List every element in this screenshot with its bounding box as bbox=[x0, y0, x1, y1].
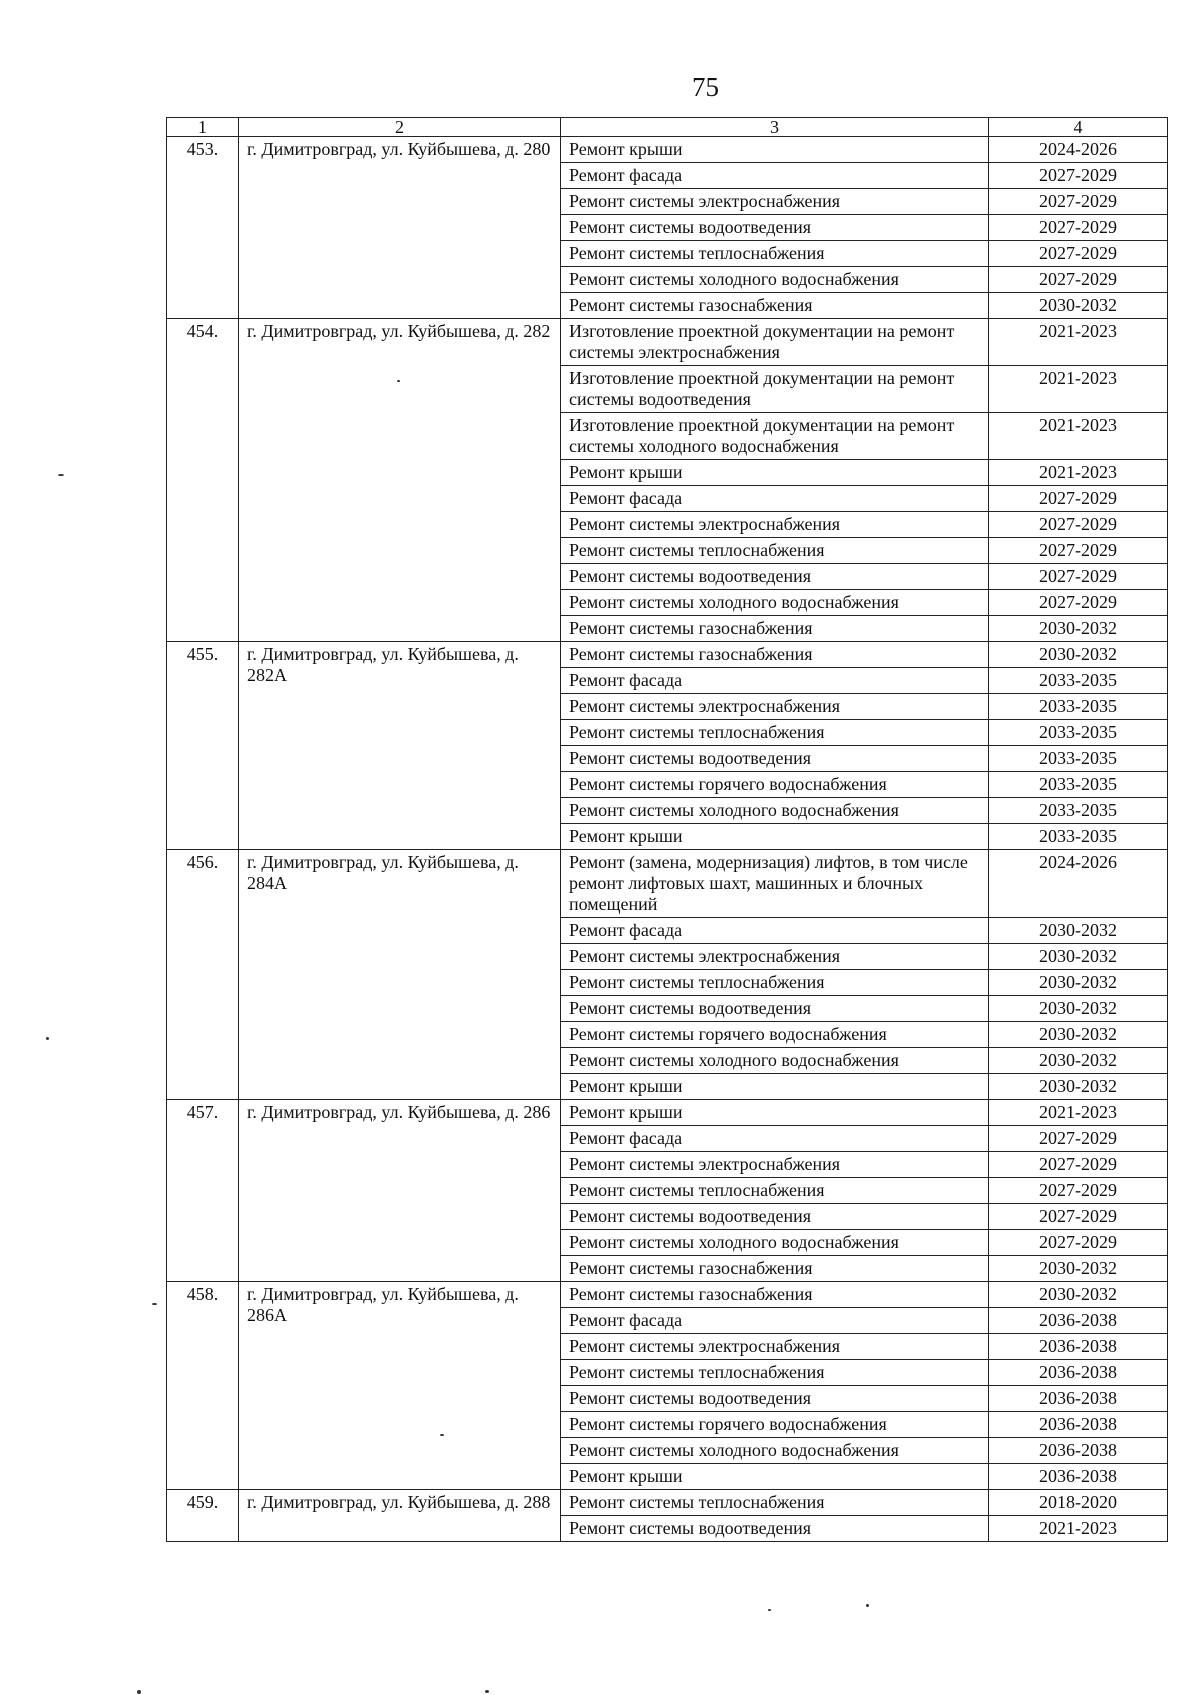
entry-number: 453. bbox=[167, 137, 239, 319]
period-cell: 2036-2038 bbox=[989, 1438, 1168, 1464]
period-cell: 2030-2032 bbox=[989, 918, 1168, 944]
work-type-cell: Ремонт системы электроснабжения bbox=[561, 512, 989, 538]
period-cell: 2024-2026 bbox=[989, 137, 1168, 163]
period-cell: 2033-2035 bbox=[989, 772, 1168, 798]
period-cell: 2036-2038 bbox=[989, 1308, 1168, 1334]
period-cell: 2030-2032 bbox=[989, 616, 1168, 642]
period-cell: 2033-2035 bbox=[989, 668, 1168, 694]
period-cell: 2030-2032 bbox=[989, 1074, 1168, 1100]
scan-speck bbox=[866, 1604, 869, 1607]
entry-number: 458. bbox=[167, 1282, 239, 1490]
work-type-cell: Ремонт фасада bbox=[561, 1308, 989, 1334]
column-number: 1 bbox=[167, 118, 239, 137]
period-cell: 2033-2035 bbox=[989, 824, 1168, 850]
repair-schedule-table bbox=[166, 117, 1168, 1542]
scan-speck bbox=[46, 1037, 49, 1040]
scan-speck bbox=[485, 1690, 489, 1693]
work-type-cell: Изготовление проектной документации на ремонт системы холодного водоснабжения bbox=[561, 413, 989, 460]
work-type-cell: Ремонт крыши bbox=[561, 1100, 989, 1126]
period-cell: 2027-2029 bbox=[989, 1204, 1168, 1230]
period-cell: 2027-2029 bbox=[989, 564, 1168, 590]
work-type-cell: Ремонт крыши bbox=[561, 137, 989, 163]
period-cell: 2033-2035 bbox=[989, 798, 1168, 824]
period-cell: 2027-2029 bbox=[989, 267, 1168, 293]
column-number: 2 bbox=[239, 118, 561, 137]
work-type-cell: Ремонт системы теплоснабжения bbox=[561, 970, 989, 996]
period-cell: 2027-2029 bbox=[989, 538, 1168, 564]
entry-number: 455. bbox=[167, 642, 239, 850]
period-cell: 2027-2029 bbox=[989, 1178, 1168, 1204]
work-type-cell: Ремонт системы водоотведения bbox=[561, 996, 989, 1022]
work-type-cell: Ремонт системы газоснабжения bbox=[561, 293, 989, 319]
table-row bbox=[167, 1490, 1168, 1516]
period-cell: 2030-2032 bbox=[989, 970, 1168, 996]
entry-address: г. Димитровград, ул. Куйбышева, д. 286 bbox=[239, 1100, 561, 1282]
period-cell: 2036-2038 bbox=[989, 1334, 1168, 1360]
work-type-cell: Ремонт системы теплоснабжения bbox=[561, 1178, 989, 1204]
period-cell: 2021-2023 bbox=[989, 413, 1168, 460]
entry-address: г. Димитровград, ул. Куйбышева, д. 284А bbox=[239, 850, 561, 1100]
entry-number: 456. bbox=[167, 850, 239, 1100]
work-type-cell: Ремонт системы водоотведения bbox=[561, 1204, 989, 1230]
page-number: 75 bbox=[692, 72, 719, 102]
period-cell: 2030-2032 bbox=[989, 1256, 1168, 1282]
work-type-cell: Изготовление проектной документации на ремонт системы водоотведения bbox=[561, 366, 989, 413]
work-type-cell: Ремонт системы теплоснабжения bbox=[561, 1490, 989, 1516]
period-cell: 2033-2035 bbox=[989, 720, 1168, 746]
entry-address: г. Димитровград, ул. Куйбышева, д. 282А bbox=[239, 642, 561, 850]
period-cell: 2036-2038 bbox=[989, 1386, 1168, 1412]
work-type-cell: Ремонт крыши bbox=[561, 1074, 989, 1100]
work-type-cell: Ремонт крыши bbox=[561, 460, 989, 486]
period-cell: 2027-2029 bbox=[989, 189, 1168, 215]
table-row bbox=[167, 642, 1168, 668]
work-type-cell: Ремонт системы электроснабжения bbox=[561, 694, 989, 720]
work-type-cell: Ремонт системы холодного водоснабжения bbox=[561, 1230, 989, 1256]
work-type-cell: Ремонт системы водоотведения bbox=[561, 746, 989, 772]
period-cell: 2030-2032 bbox=[989, 642, 1168, 668]
period-cell: 2021-2023 bbox=[989, 1516, 1168, 1542]
column-number: 3 bbox=[561, 118, 989, 137]
work-type-cell: Ремонт фасада bbox=[561, 163, 989, 189]
work-type-cell: Ремонт системы газоснабжения bbox=[561, 642, 989, 668]
entry-number: 457. bbox=[167, 1100, 239, 1282]
period-cell: 2018-2020 bbox=[989, 1490, 1168, 1516]
period-cell: 2021-2023 bbox=[989, 1100, 1168, 1126]
period-cell: 2021-2023 bbox=[989, 319, 1168, 366]
scan-speck bbox=[768, 1609, 771, 1611]
work-type-cell: Ремонт фасада bbox=[561, 486, 989, 512]
column-number-row bbox=[167, 118, 1168, 137]
work-type-cell: Ремонт системы водоотведения bbox=[561, 564, 989, 590]
scan-speck bbox=[58, 474, 64, 476]
work-type-cell: Ремонт системы электроснабжения bbox=[561, 1334, 989, 1360]
period-cell: 2027-2029 bbox=[989, 163, 1168, 189]
period-cell: 2027-2029 bbox=[989, 241, 1168, 267]
work-type-cell: Ремонт системы теплоснабжения bbox=[561, 538, 989, 564]
period-cell: 2027-2029 bbox=[989, 512, 1168, 538]
work-type-cell: Ремонт системы холодного водоснабжения bbox=[561, 1438, 989, 1464]
period-cell: 2030-2032 bbox=[989, 944, 1168, 970]
entry-address: г. Димитровград, ул. Куйбышева, д. 286А bbox=[239, 1282, 561, 1490]
scan-speck bbox=[440, 1434, 444, 1436]
work-type-cell: Ремонт системы холодного водоснабжения bbox=[561, 590, 989, 616]
work-type-cell: Ремонт системы газоснабжения bbox=[561, 1256, 989, 1282]
work-type-cell: Ремонт фасада bbox=[561, 918, 989, 944]
period-cell: 2033-2035 bbox=[989, 694, 1168, 720]
work-type-cell: Изготовление проектной документации на ремонт системы электроснабжения bbox=[561, 319, 989, 366]
work-type-cell: Ремонт системы горячего водоснабжения bbox=[561, 1412, 989, 1438]
work-type-cell: Ремонт крыши bbox=[561, 824, 989, 850]
table-row bbox=[167, 319, 1168, 366]
period-cell: 2030-2032 bbox=[989, 996, 1168, 1022]
work-type-cell: Ремонт системы теплоснабжения bbox=[561, 720, 989, 746]
scan-speck bbox=[152, 1303, 157, 1305]
period-cell: 2027-2029 bbox=[989, 215, 1168, 241]
work-type-cell: Ремонт системы теплоснабжения bbox=[561, 1360, 989, 1386]
period-cell: 2036-2038 bbox=[989, 1464, 1168, 1490]
work-type-cell: Ремонт системы электроснабжения bbox=[561, 189, 989, 215]
period-cell: 2036-2038 bbox=[989, 1412, 1168, 1438]
work-type-cell: Ремонт фасада bbox=[561, 1126, 989, 1152]
table-row bbox=[167, 137, 1168, 163]
work-type-cell: Ремонт системы холодного водоснабжения bbox=[561, 798, 989, 824]
period-cell: 2024-2026 bbox=[989, 850, 1168, 918]
scan-speck bbox=[397, 380, 400, 382]
entry-address: г. Димитровград, ул. Куйбышева, д. 288 bbox=[239, 1490, 561, 1542]
work-type-cell: Ремонт (замена, модернизация) лифтов, в том числе ремонт лифтовых шахт, машинных и блочных помещений bbox=[561, 850, 989, 918]
period-cell: 2036-2038 bbox=[989, 1360, 1168, 1386]
work-type-cell: Ремонт системы электроснабжения bbox=[561, 1152, 989, 1178]
period-cell: 2030-2032 bbox=[989, 293, 1168, 319]
period-cell: 2027-2029 bbox=[989, 590, 1168, 616]
entry-number: 459. bbox=[167, 1490, 239, 1542]
work-type-cell: Ремонт системы холодного водоснабжения bbox=[561, 267, 989, 293]
work-type-cell: Ремонт системы водоотведения bbox=[561, 215, 989, 241]
period-cell: 2027-2029 bbox=[989, 1152, 1168, 1178]
work-type-cell: Ремонт системы электроснабжения bbox=[561, 944, 989, 970]
period-cell: 2027-2029 bbox=[989, 486, 1168, 512]
work-type-cell: Ремонт системы водоотведения bbox=[561, 1516, 989, 1542]
work-type-cell: Ремонт крыши bbox=[561, 1464, 989, 1490]
period-cell: 2030-2032 bbox=[989, 1022, 1168, 1048]
column-number: 4 bbox=[989, 118, 1168, 137]
work-type-cell: Ремонт системы горячего водоснабжения bbox=[561, 1022, 989, 1048]
period-cell: 2021-2023 bbox=[989, 366, 1168, 413]
work-type-cell: Ремонт системы газоснабжения bbox=[561, 1282, 989, 1308]
work-type-cell: Ремонт системы холодного водоснабжения bbox=[561, 1048, 989, 1074]
table-row bbox=[167, 850, 1168, 918]
entry-number: 454. bbox=[167, 319, 239, 642]
period-cell: 2033-2035 bbox=[989, 746, 1168, 772]
period-cell: 2030-2032 bbox=[989, 1282, 1168, 1308]
entry-address: г. Димитровград, ул. Куйбышева, д. 280 bbox=[239, 137, 561, 319]
work-type-cell: Ремонт системы газоснабжения bbox=[561, 616, 989, 642]
work-type-cell: Ремонт фасада bbox=[561, 668, 989, 694]
period-cell: 2027-2029 bbox=[989, 1230, 1168, 1256]
scan-speck bbox=[137, 1690, 141, 1694]
period-cell: 2030-2032 bbox=[989, 1048, 1168, 1074]
period-cell: 2021-2023 bbox=[989, 460, 1168, 486]
work-type-cell: Ремонт системы горячего водоснабжения bbox=[561, 772, 989, 798]
work-type-cell: Ремонт системы теплоснабжения bbox=[561, 241, 989, 267]
table-row bbox=[167, 1282, 1168, 1308]
table-body bbox=[167, 137, 1168, 1542]
period-cell: 2027-2029 bbox=[989, 1126, 1168, 1152]
entry-address: г. Димитровград, ул. Куйбышева, д. 282 bbox=[239, 319, 561, 642]
table-row bbox=[167, 1100, 1168, 1126]
work-type-cell: Ремонт системы водоотведения bbox=[561, 1386, 989, 1412]
